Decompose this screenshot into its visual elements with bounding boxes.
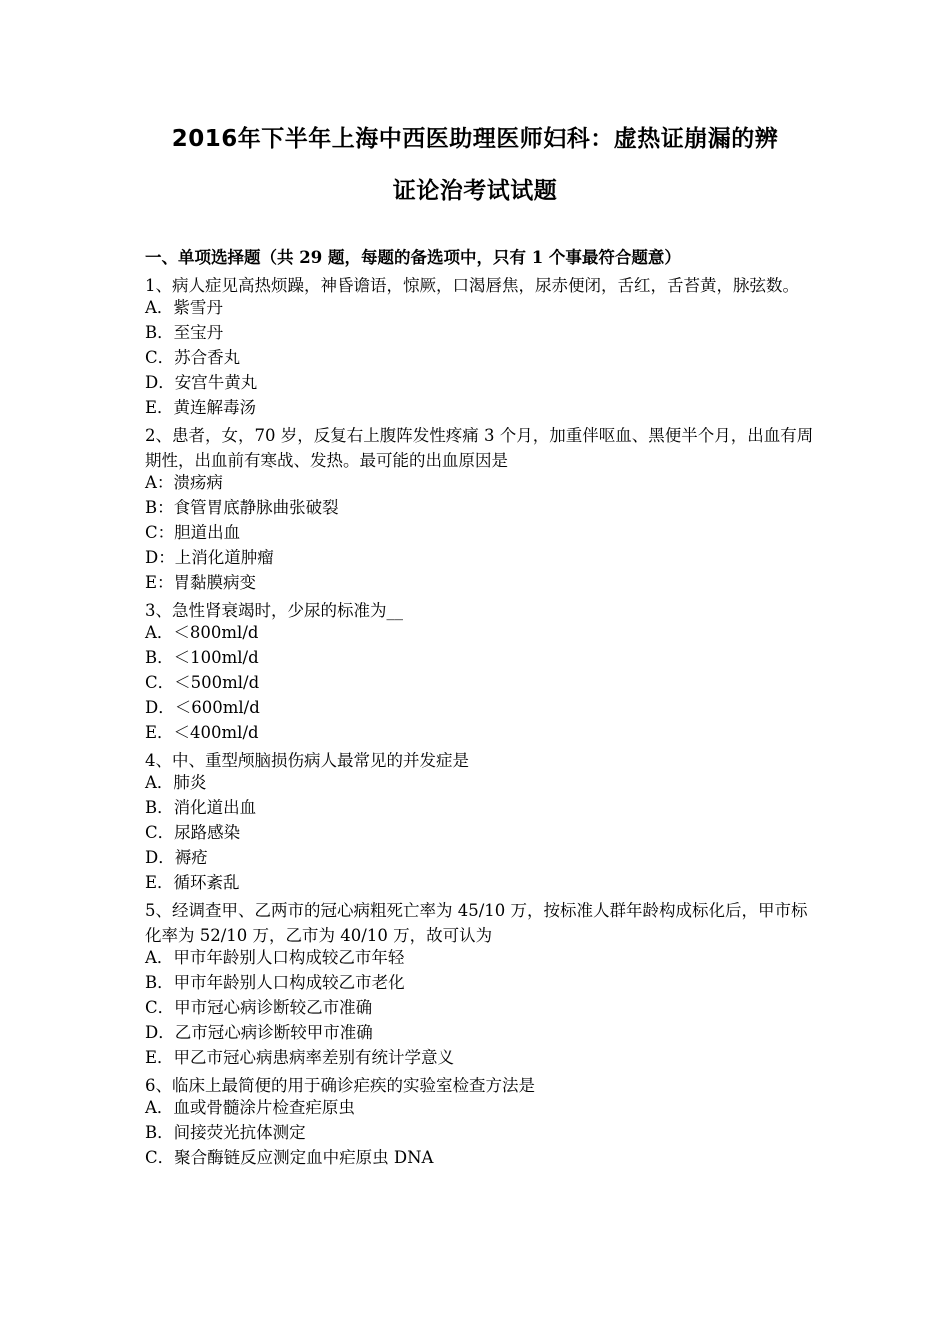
option-e: E．循环紊乱	[145, 873, 240, 892]
option-b: B．间接荧光抗体测定	[145, 1123, 306, 1142]
document-body	[145, 248, 815, 1173]
option-d: D．＜600ml/d	[145, 698, 260, 717]
option-b: B．＜100ml/d	[145, 648, 259, 667]
question-2	[145, 423, 815, 598]
question-stem: 4、中、重型颅脑损伤病人最常见的并发症是	[145, 751, 469, 770]
question-stem: 5、经调查甲、乙两市的冠心病粗死亡率为 45/10 万，按标准人群年龄构成标化后，甲市标化率为 52/10 万，乙市为 40/10 万，故可认为	[145, 901, 808, 945]
option-b: B：食管胃底静脉曲张破裂	[145, 498, 339, 517]
question-1	[145, 273, 815, 423]
option-d: D．乙市冠心病诊断较甲市准确	[145, 1023, 373, 1042]
question-stem: 3、急性肾衰竭时，少尿的标准为__	[145, 601, 403, 620]
question-5	[145, 898, 815, 1073]
option-d: D：上消化道肿瘤	[145, 548, 274, 567]
option-c: C．尿路感染	[145, 823, 241, 842]
question-3	[145, 598, 815, 748]
question-stem: 1、病人症见高热烦躁，神昏谵语，惊厥，口渴唇焦，尿赤便闭，舌红，舌苔黄，脉弦数。	[145, 276, 799, 295]
option-c: C．＜500ml/d	[145, 673, 260, 692]
option-e: E．＜400ml/d	[145, 723, 259, 742]
option-e: E．黄连解毒汤	[145, 398, 257, 417]
document-title-line-2: 证论治考试试题	[392, 178, 558, 204]
section-heading: 一、单项选择题（共 29 题，每题的备选项中，只有 1 个事最符合题意）	[145, 248, 681, 267]
option-a: A．肺炎	[145, 773, 207, 792]
option-c: C．甲市冠心病诊断较乙市准确	[145, 998, 373, 1017]
question-stem: 2、患者，女，70 岁，反复右上腹阵发性疼痛 3 个月，加重伴呕血、黑便半个月，出血有周期性，出血前有寒战、发热。最可能的出血原因是	[145, 426, 814, 470]
option-a: A．血或骨髓涂片检查疟原虫	[145, 1098, 355, 1117]
option-c: C．苏合香丸	[145, 348, 241, 367]
document-title-line-1: 2016年下半年上海中西医助理医师妇科：虚热证崩漏的辨	[171, 126, 779, 152]
question-4	[145, 748, 815, 898]
option-c: C：胆道出血	[145, 523, 241, 542]
option-b: B．至宝丹	[145, 323, 224, 342]
option-c: C．聚合酶链反应测定血中疟原虫 DNA	[145, 1148, 434, 1167]
question-stem: 6、临床上最简便的用于确诊疟疾的实验室检查方法是	[145, 1076, 535, 1095]
option-d: D．褥疮	[145, 848, 208, 867]
option-d: D．安宫牛黄丸	[145, 373, 258, 392]
option-e: E．甲乙市冠心病患病率差别有统计学意义	[145, 1048, 455, 1067]
option-a: A．紫雪丹	[145, 298, 223, 317]
option-b: B．甲市年龄别人口构成较乙市老化	[145, 973, 405, 992]
question-6	[145, 1073, 815, 1173]
option-e: E：胃黏膜病变	[145, 573, 257, 592]
option-a: A．甲市年龄别人口构成较乙市年轻	[145, 948, 405, 967]
option-a: A：溃疡病	[145, 473, 223, 492]
option-b: B．消化道出血	[145, 798, 257, 817]
option-a: A．＜800ml/d	[145, 623, 259, 642]
